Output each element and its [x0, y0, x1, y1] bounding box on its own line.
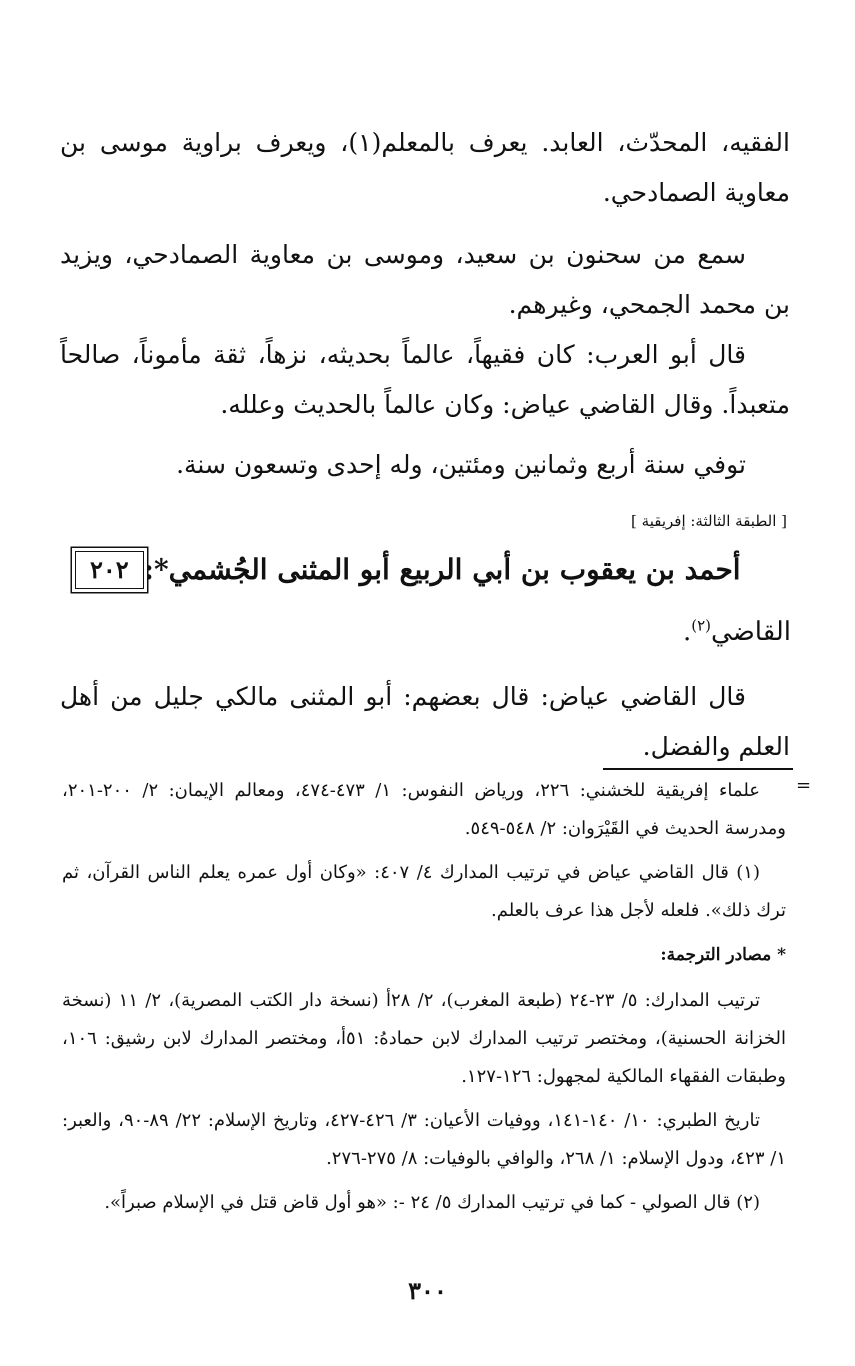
continuation-mark: = [796, 775, 812, 796]
footnote-1: (١) قال القاضي عياض في ترتيب المدارك ٤/ ٤٠٧: «وكان أول عمره يعلم الناس القرآن، ثم ترك ذلك». فلعله لأجل هذا عرف بالعلم. [62, 862, 786, 921]
footnote-ref-2: (٢) [691, 616, 712, 635]
paragraph-description: الفقيه، المحدّث، العابد. يعرف بالمعلم(١)، ويعرف براوية موسى بن معاوية الصمادحي. [60, 128, 790, 207]
footnotes [62, 772, 786, 1228]
footnote-continuation: علماء إفريقية للخشني: ٢٢٦، ورياض النفوس: ١/ ٤٧٣-٤٧٤، ومعالم الإيمان: ٢/ ٢٠٠-٢٠١، ومدرسة الحديث في القَيْرَوان: ٢/ ٥٤٨-٥٤٩. [62, 780, 786, 839]
paragraph-qadi-iyad: قال القاضي عياض: قال بعضهم: أبو المثنى مالكي جليل من أهل العلم والفضل. [60, 682, 790, 761]
footnote-2: (٢) قال الصولي - كما في ترتيب المدارك ٥/ ٢٤ -: «هو أول قاض قتل في الإسلام صبراً». [104, 1192, 760, 1213]
sources-heading: * مصادر الترجمة: [660, 945, 786, 965]
section-tag: [ الطبقة الثالثة: إفريقية ] [631, 512, 787, 530]
subtitle-text: القاضي [711, 617, 791, 647]
paragraph-death: توفي سنة أربع وثمانين ومئتين، وله إحدى وتسعون سنة. [176, 450, 746, 479]
paragraph-praise: قال أبو العرب: كان فقيهاً، عالماً بحديثه، نزهاً، ثقة مأموناً، صالحاً متعبداً. وقال القاضي عياض: وكان عالماً بالحديث وعلله. [60, 340, 790, 419]
footnote-divider [603, 768, 793, 770]
sources-list-1: ترتيب المدارك: ٥/ ٢٣-٢٤ (طبعة المغرب)، ٢/ ٢٨أ (نسخة دار الكتب المصرية)، ٢/ ١١ (نسخة الخزانة الحسنية)، ومختصر ترتيب المدارك لابن حمادهُ: ٥١أ، ومختصر المدارك لابن رشيق: ١٠٦، وطبقات الفقهاء المالكية لمجهول: ١٢٦-١٢٧. [62, 990, 786, 1087]
page-number: ٣٠٠ [408, 1276, 447, 1305]
entry-number-box: ٢٠٢ [75, 551, 144, 589]
entry-subtitle [683, 610, 791, 654]
sources-list-2: تاريخ الطبري: ١٠/ ١٤٠-١٤١، ووفيات الأعيان: ٣/ ٤٢٦-٤٢٧، وتاريخ الإسلام: ٢٢/ ٨٩-٩٠، والعبر: ١/ ٤٢٣، ودول الإسلام: ١/ ٢٦٨، والوافي بالوفيات: ٨/ ٢٧٥-٢٧٦. [62, 1110, 786, 1169]
paragraph-teachers: سمع من سحنون بن سعيد، وموسى بن معاوية الصمادحي، ويزيد بن محمد الجمحي، وغيرهم. [60, 240, 790, 319]
entry-title: أحمد بن يعقوب بن أبي الربيع أبو المثنى الجُشمي*: [143, 553, 741, 586]
entry-heading [53, 546, 793, 594]
subtitle-period: . [682, 617, 692, 647]
